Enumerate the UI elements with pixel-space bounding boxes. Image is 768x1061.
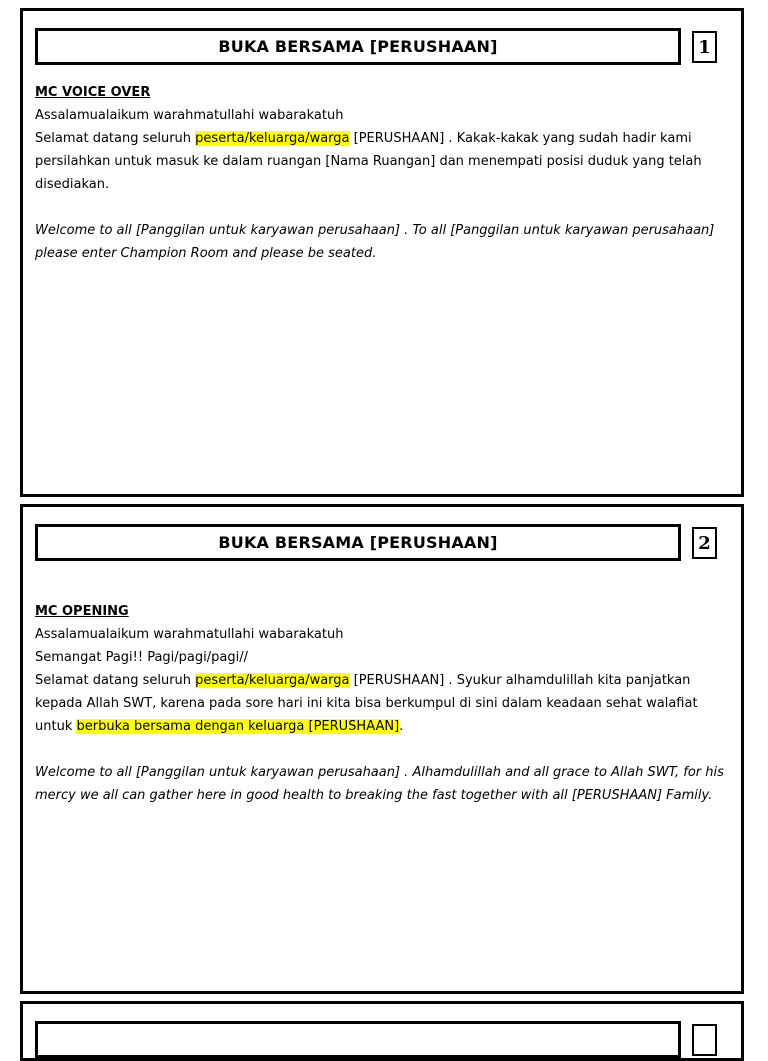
card-title: BUKA BERSAMA [PERUSHAAN] — [35, 28, 681, 65]
greeting-line: Assalamualaikum warahmatullahi wabarakatuh — [35, 627, 344, 642]
highlighted-text: peserta/keluarga/warga — [195, 673, 350, 688]
highlighted-text-2: berbuka bersama dengan keluarga [PERUSHAAN] — [76, 719, 400, 734]
section-heading: MC VOICE OVER — [35, 85, 151, 100]
card-content — [35, 600, 725, 807]
card-number: 1 — [692, 31, 717, 63]
card-content — [35, 81, 725, 265]
welcome-text-rest: [PERUSHAAN] . Kakak-kakak yang sudah hadir kami persilahkan untuk masuk ke dalam ruangan [Nama Ruangan] dan menempati posisi duduk yang telah disediakan. — [35, 131, 702, 192]
card-number: 2 — [692, 527, 717, 559]
card-title-partial — [35, 1021, 681, 1058]
script-card-1 — [20, 8, 744, 497]
section-heading: MC OPENING — [35, 604, 129, 619]
english-translation: Welcome to all [Panggilan untuk karyawan perusahaan] . Alhamdulillah and all grace to Allah SWT, for his mercy we all can gather here in good health to breaking the fast together with all [PERUSHAAN] Family. — [35, 765, 724, 803]
welcome-text-end: . — [399, 719, 404, 734]
welcome-paragraph — [35, 127, 725, 196]
script-card-2 — [20, 504, 744, 994]
script-card-3-partial — [20, 1001, 744, 1061]
highlighted-text: peserta/keluarga/warga — [195, 131, 350, 146]
welcome-text: Selamat datang seluruh — [35, 131, 196, 146]
cheer-line: Semangat Pagi!! Pagi/pagi/pagi// — [35, 650, 248, 665]
english-translation: Welcome to all [Panggilan untuk karyawan perusahaan] . To all [Panggilan untuk karyawan perusahaan] please enter Champion Room and please be seated. — [35, 223, 715, 261]
welcome-text: Selamat datang seluruh — [35, 673, 196, 688]
welcome-paragraph — [35, 669, 725, 738]
greeting-line: Assalamualaikum warahmatullahi wabarakatuh — [35, 108, 344, 123]
welcome-text-mid: [PERUSHAAN] . Syukur alhamdulillah kita panjatkan kepada Allah SWT, karena pada sore hari ini kita bisa berkumpul di sini dalam keadaan sehat walafiat untuk — [35, 673, 698, 734]
card-title: BUKA BERSAMA [PERUSHAAN] — [35, 524, 681, 561]
card-number-partial — [692, 1024, 717, 1056]
